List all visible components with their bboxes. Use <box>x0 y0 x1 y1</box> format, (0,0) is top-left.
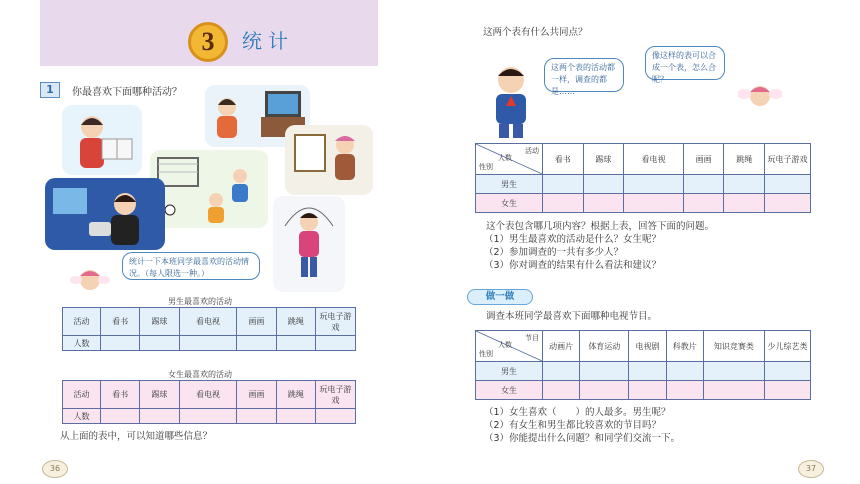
page-number: 37 <box>798 460 824 478</box>
questions-intro: 这个表包含哪几项内容？根据上表，回答下面的问题。 <box>486 221 715 232</box>
row-label: 女生 <box>476 381 543 400</box>
corner-cell <box>476 331 543 362</box>
table-header: 画画 <box>683 144 724 175</box>
table-cell <box>583 194 624 213</box>
chapter-header <box>40 0 378 66</box>
boys-activity-table <box>62 307 356 351</box>
table-cell <box>629 362 666 381</box>
corner-top-label: 活动 <box>525 147 539 155</box>
table-row <box>476 194 811 213</box>
table-header: 玩电子游戏 <box>765 144 811 175</box>
table-cell <box>724 194 765 213</box>
drawing-illustration <box>285 125 373 195</box>
table-header-row <box>476 144 811 175</box>
tv-question-2: （2）有女生和男生都比较喜欢的节目吗？ <box>484 420 662 431</box>
table-cell <box>276 336 315 351</box>
table-row <box>63 336 356 351</box>
table-header: 知识竞赛类 <box>703 331 764 362</box>
table-cell <box>101 409 140 424</box>
table-header-row <box>63 308 356 336</box>
table-cell <box>140 336 179 351</box>
table-cell <box>316 336 356 351</box>
table-cell <box>703 362 764 381</box>
table-header: 画画 <box>237 381 276 409</box>
table-cell <box>666 362 703 381</box>
action-text: 调查本班同学最喜欢下面哪种电视节目。 <box>486 311 658 322</box>
table-cell <box>543 381 580 400</box>
table-header: 看书 <box>101 308 140 336</box>
video-game-illustration <box>45 178 165 250</box>
table-header: 跳绳 <box>724 144 765 175</box>
table-header: 画画 <box>237 308 276 336</box>
combined-activity-table <box>475 143 811 213</box>
table-header: 体育运动 <box>580 331 629 362</box>
corner-top-label: 节目 <box>525 334 539 342</box>
table-cell <box>583 175 624 194</box>
angel-speech-bubble: 像这样的表可以合成一个表，怎么合呢？ <box>645 46 725 80</box>
girls-activity-table <box>62 380 356 424</box>
row-label: 人数 <box>63 336 101 351</box>
table-cell <box>179 336 237 351</box>
question-number: 1 <box>40 82 60 98</box>
corner-bottom-label: 性别 <box>479 350 493 358</box>
table-header: 少儿综艺类 <box>765 331 811 362</box>
table-header: 看电视 <box>179 381 237 409</box>
table-header: 看电视 <box>624 144 684 175</box>
table-header: 看电视 <box>179 308 237 336</box>
table-cell <box>580 381 629 400</box>
table-cell <box>543 194 584 213</box>
activity-speech-bubble: 统计一下本班同学最喜欢的活动情况。（每人限选一种。） <box>122 252 260 280</box>
table-header-row <box>476 331 811 362</box>
table-cell <box>237 336 276 351</box>
row-label: 人数 <box>63 409 101 424</box>
table-header: 踢球 <box>583 144 624 175</box>
cartoon-angel <box>738 76 782 112</box>
table-cell <box>765 381 811 400</box>
table-header: 跳绳 <box>276 381 315 409</box>
page-number: 36 <box>42 460 68 478</box>
corner-bottom-label: 性别 <box>479 163 493 171</box>
table-cell <box>624 175 684 194</box>
closing-question: 从上面的表中，可以知道哪些信息？ <box>60 431 213 442</box>
table-cell <box>316 409 356 424</box>
table-cell <box>543 175 584 194</box>
chapter-title: 统计 <box>242 29 294 53</box>
row-label: 女生 <box>476 194 543 213</box>
row-label: 男生 <box>476 362 543 381</box>
table-cell <box>140 409 179 424</box>
boys-table-caption: 男生最喜欢的活动 <box>168 297 232 306</box>
football-illustration <box>150 150 268 228</box>
table-cell <box>276 409 315 424</box>
question-text: 你最喜欢下面哪种活动？ <box>72 87 182 98</box>
question-1: （1）男生最喜欢的活动是什么？女生呢？ <box>484 234 662 245</box>
table-header: 电视剧 <box>629 331 666 362</box>
table-header: 科教片 <box>666 331 703 362</box>
table-row <box>476 381 811 400</box>
question-2: （2）参加调查的一共有多少人？ <box>484 247 624 258</box>
reading-illustration <box>62 105 142 175</box>
table-cell <box>683 194 724 213</box>
table-header: 看书 <box>543 144 584 175</box>
jump-rope-illustration <box>273 196 345 292</box>
table-header: 跳绳 <box>276 308 315 336</box>
table-header: 看书 <box>101 381 140 409</box>
row-label: 男生 <box>476 175 543 194</box>
table-row <box>63 409 356 424</box>
table-header: 动画片 <box>543 331 580 362</box>
table-header: 踢球 <box>140 308 179 336</box>
table-cell <box>543 362 580 381</box>
tv-program-table <box>475 330 811 400</box>
boy-illustration <box>478 60 544 140</box>
table-row <box>476 362 811 381</box>
corner-cell <box>476 144 543 175</box>
table-header: 玩电子游戏 <box>316 381 356 409</box>
intro-question: 这两个表有什么共同点？ <box>483 27 588 38</box>
boy-speech-bubble: 这两个表的活动都一样，调查的都是…… <box>544 58 624 92</box>
table-header: 踢球 <box>140 381 179 409</box>
table-cell <box>724 175 765 194</box>
corner-middle-label: 人数 <box>498 154 512 162</box>
table-cell <box>101 336 140 351</box>
table-header: 活动 <box>63 308 101 336</box>
table-header: 玩电子游戏 <box>316 308 356 336</box>
table-cell <box>629 381 666 400</box>
tv-question-1: （1）女生喜欢（ ）的人最多。男生呢？ <box>484 407 671 418</box>
question-3: （3）你对调查的结果有什么看法和建议？ <box>484 260 662 271</box>
table-header-row <box>63 381 356 409</box>
table-cell <box>703 381 764 400</box>
table-cell <box>580 362 629 381</box>
table-cell <box>624 194 684 213</box>
table-header: 活动 <box>63 381 101 409</box>
table-cell <box>237 409 276 424</box>
table-row <box>476 175 811 194</box>
tv-question-3: （3）你能提出什么问题？和同学们交流一下。 <box>484 433 681 444</box>
table-cell <box>179 409 237 424</box>
chapter-number-badge: 3 <box>188 22 228 62</box>
action-badge: 做一做 <box>467 289 533 305</box>
cartoon-angel <box>70 262 110 296</box>
table-cell <box>666 381 703 400</box>
table-cell <box>765 194 811 213</box>
girls-table-caption: 女生最喜欢的活动 <box>168 370 232 379</box>
table-cell <box>683 175 724 194</box>
table-cell <box>765 175 811 194</box>
corner-middle-label: 人数 <box>498 341 512 349</box>
table-cell <box>765 362 811 381</box>
